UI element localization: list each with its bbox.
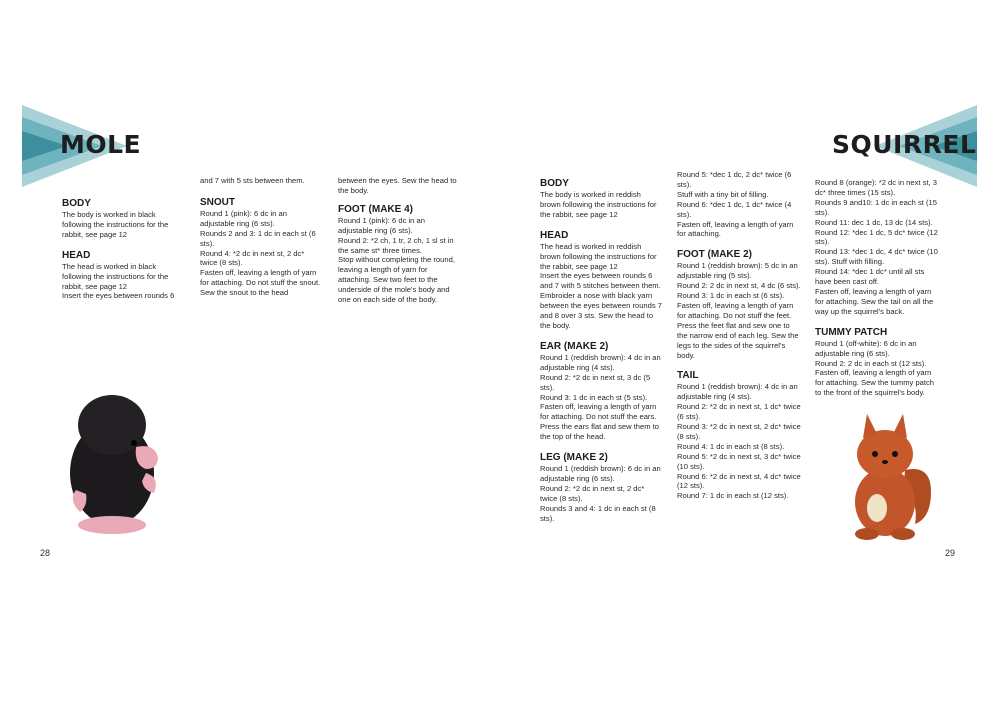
section-text: Round 1 (pink): 6 dc in an adjustable ring (6 sts). Rounds 2 and 3: 1 dc in each st (6 sts). Round 4: *2 dc in next st, 2 dc* twice (8 sts). Fasten off, leaving a length of yarn for attaching. Do not stuff the snout. Sew the snout to the head	[200, 208, 321, 298]
section-heading: TUMMY PATCH	[815, 326, 888, 338]
page-number: 29	[945, 548, 956, 558]
text-column	[540, 178, 662, 533]
section-heading: EAR (MAKE 2)	[540, 340, 609, 352]
section-heading: SNOUT	[200, 196, 235, 208]
text-column	[62, 198, 180, 311]
page-title: SQUIRREL	[832, 130, 977, 159]
section-heading: TAIL	[677, 370, 699, 382]
section-text: The body is worked in reddish brown following the instructions for the rabbit, see page 12	[540, 190, 657, 219]
page-title: MOLE	[60, 130, 142, 159]
text-column	[815, 178, 939, 408]
section-heading: HEAD	[62, 249, 91, 261]
section-text: Round 8 (orange): *2 dc in next st, 3 dc* three times (15 sts). Rounds 9 and10: 1 dc in each st (15 sts). Round 11: dec 1 dc, 13 dc (14 sts). Round 12: *dec 1 dc, 5 dc* twice (12 sts). Round 13: *dec 1 dc, 4 dc* twice (10 sts). Stuff with filling. Round 14: *dec 1 dc* until all sts have been cast off. Fasten off, leaving a length of yarn for attaching. Sew the tail on all the way up the squirrel's back.	[815, 178, 938, 316]
section-text: Round 1 (reddish brown): 6 dc in an adjustable ring (6 sts). Round 2: *2 dc in next st, 2 dc* twice (8 sts). Rounds 3 and 4: 1 dc in each st (8 sts).	[540, 464, 661, 523]
section-text: The head is worked in black following the instructions for the rabbit, see page 12 Insert the eyes between rounds 6	[62, 261, 175, 301]
section-heading: BODY	[540, 178, 569, 189]
section-text: Round 1 (off-white): 6 dc in an adjustable ring (6 sts). Round 2: 2 dc in each st (12 sts). Fasten off, leaving a length of yarn for attaching. Sew the tummy patch to the front of the squirrel's body.	[815, 338, 935, 398]
text-column	[338, 176, 458, 315]
right-page	[500, 0, 1000, 716]
section-heading: LEG (MAKE 2)	[540, 452, 608, 464]
section-text: between the eyes. Sew the head to the body.	[338, 176, 457, 195]
section-text: and 7 with 5 sts between them.	[200, 176, 305, 185]
section-text: Round 5: *dec 1 dc, 2 dc* twice (6 sts). Stuff with a tiny bit of filling. Round 6: *dec 1 dc, 1 dc* twice (4 sts). Fasten off, leaving a length of yarn for attaching.	[677, 170, 794, 239]
section-text: The head is worked in reddish brown following the instructions for the rabbit, see page 12 Insert the eyes between rounds 6 and 7 with 5 stitches between them. Embroider a nose with black yarn between the eyes between rounds 7 and 8 over 3 sts. Sew the head to the body.	[540, 241, 663, 330]
text-column	[200, 176, 322, 308]
section-heading: FOOT (MAKE 4)	[338, 203, 413, 215]
squirrel-illustration	[845, 410, 935, 545]
section-text: The body is worked in black following the instructions for the rabbit, see page 12	[62, 210, 169, 239]
section-text: Round 1 (reddish brown): 5 dc in an adjustable ring (5 sts). Round 2: 2 dc in next st, 4 dc (6 sts). Round 3: 1 dc in each st (6 sts). Fasten off, leaving a length of yarn for attaching. Do not stuff the feet. Press the feet flat and sew one to the narrow end of each leg. Sew the legs to the sides of the squirrel's body.	[677, 261, 801, 360]
section-text: Round 1 (reddish brown): 4 dc in an adjustable ring (4 sts). Round 2: *2 dc in next st, 1 dc* twice (6 sts). Round 3: *2 dc in next st, 2 dc* twice (8 sts). Round 4: 1 dc in each st (8 sts). Round 5: *2 dc in next st, 3 dc* twice (10 sts). Round 6: *2 dc in next st, 4 dc* twice (12 sts). Round 7: 1 dc in each st (12 sts).	[677, 382, 801, 501]
text-column	[677, 170, 802, 511]
mole-illustration	[62, 385, 172, 540]
section-heading: BODY	[62, 198, 91, 209]
section-heading: FOOT (MAKE 2)	[677, 249, 752, 261]
section-heading: HEAD	[540, 229, 569, 241]
page-number: 28	[40, 548, 51, 558]
section-text: Round 1 (pink): 6 dc in an adjustable ring (6 sts). Round 2: *2 ch, 1 tr, 2 ch, 1 sl st in the same st* three times. Stop without completing the round, leaving a length of yarn for attaching. Sew two feet to the underside of the mole's body and one on each side of the body.	[338, 215, 455, 305]
section-text: Round 1 (reddish brown): 4 dc in an adjustable ring (4 sts). Round 2: *2 dc in next st, 3 dc (5 sts). Round 3: 1 dc in each st (5 sts). Fasten off, leaving a length of yarn for attaching. Do not stuff the ears. Press the ears flat and sew them to the top of the head.	[540, 352, 661, 442]
